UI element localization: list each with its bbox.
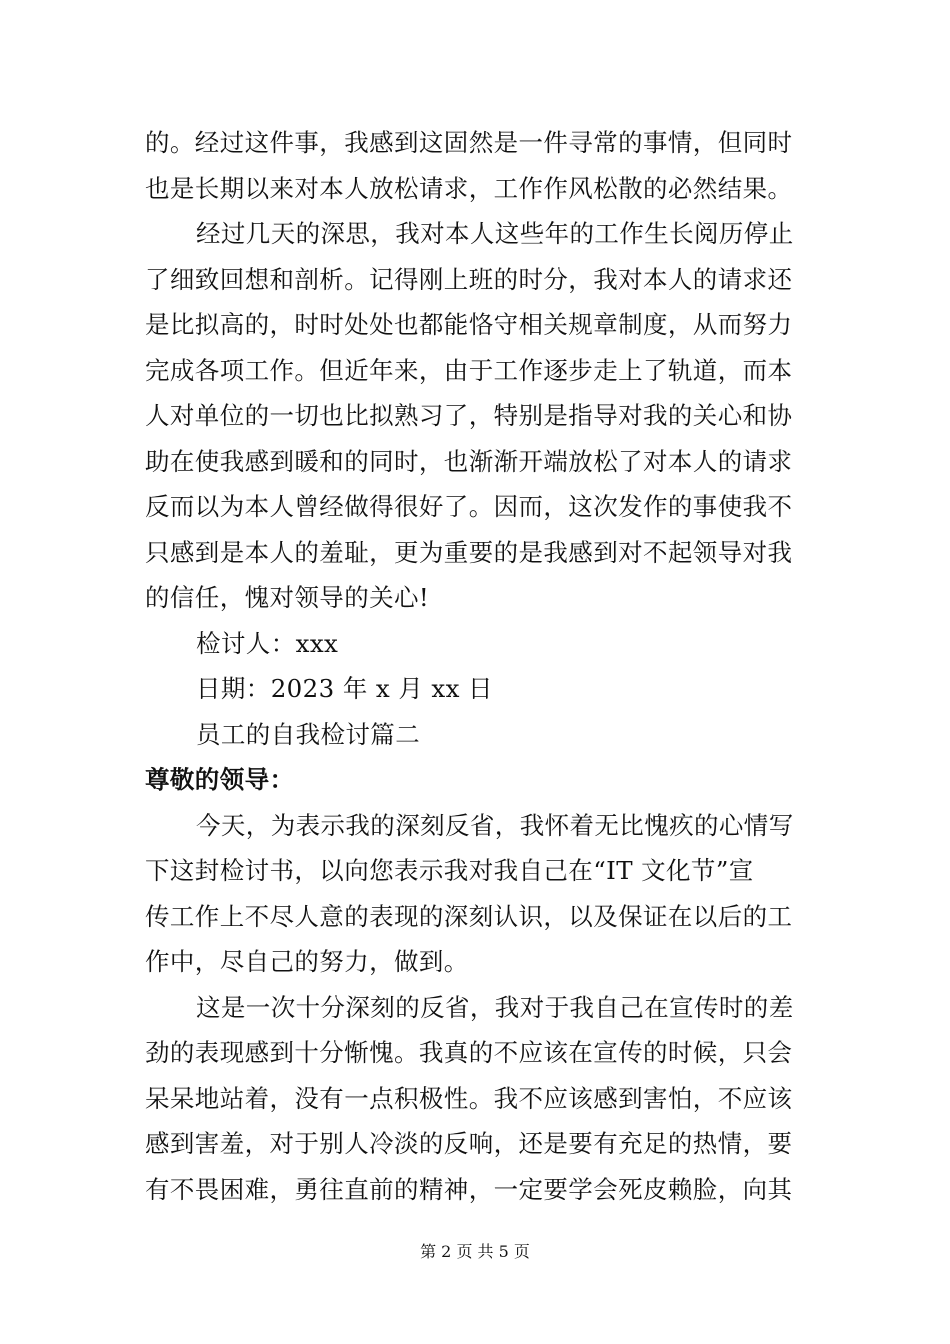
text-line: 这是一次十分深刻的反省，我对于我自己在宣传时的差 — [196, 992, 794, 1022]
text-line: 感到害羞，对于别人冷淡的反响，还是要有充足的热情，要 — [145, 1129, 793, 1158]
text-line: 经过几天的深思，我对本人这些年的工作生长阅历停止 — [196, 219, 794, 248]
text-line: 人对单位的一切也比拟熟习了，特别是指导对我的关心和协 — [145, 401, 793, 430]
text-line: 作中，尽自己的努力，做到。 — [145, 947, 469, 976]
text-line: 今天，为表示我的深刻反省，我怀着无比愧疚的心情写 — [196, 810, 794, 840]
text-line: 只感到是本人的羞耻，更为重要的是我感到对不起领导对我 — [145, 537, 793, 567]
text-line: 反而以为本人曾经做得很好了。因而，这次发作的事使我不 — [145, 492, 793, 521]
text-line: 完成各项工作。但近年来，由于工作逐步走上了轨道，而本 — [145, 355, 793, 385]
document-body — [145, 120, 810, 1212]
text-line: 员工的自我检讨篇二 — [196, 719, 421, 749]
text-line: 也是长期以来对本人放松请求，工作作风松散的必然结果。 — [145, 173, 793, 203]
text-line: 是比拟高的，时时处处也都能恪守相关规章制度，从而努力 — [145, 310, 793, 339]
text-line: 传工作上不尽人意的表现的深刻认识，以及保证在以后的工 — [145, 901, 793, 931]
text-line: 的。经过这件事，我感到这固然是一件寻常的事情，但同时 — [145, 128, 793, 157]
text-line: 有不畏困难，勇往直前的精神，一定要学会死皮赖脸，向其 — [145, 1174, 793, 1204]
text-line: 了细致回想和剖析。记得刚上班的时分，我对本人的请求还 — [145, 264, 793, 294]
text-line: 下这封检讨书，以向您表示我对我自己在“IT 文化节”宣 — [145, 856, 754, 885]
text-line: 助在使我感到暖和的同时，也渐渐开端放松了对本人的请求 — [145, 446, 793, 476]
text-line: 呆呆地站着，没有一点积极性。我不应该感到害怕，不应该 — [145, 1083, 793, 1113]
text-line: 检讨人：xxx — [196, 628, 339, 658]
text-line: 的信任，愧对领导的关心! — [145, 583, 430, 612]
salutation-line: 尊敬的领导： — [145, 765, 295, 794]
text-line: 劲的表现感到十分惭愧。我真的不应该在宣传的时候，只会 — [145, 1038, 793, 1067]
text-line: 日期：2023 年 x 月 xx 日 — [196, 674, 493, 703]
page-footer: 第 2 页 共 5 页 — [420, 1242, 530, 1261]
